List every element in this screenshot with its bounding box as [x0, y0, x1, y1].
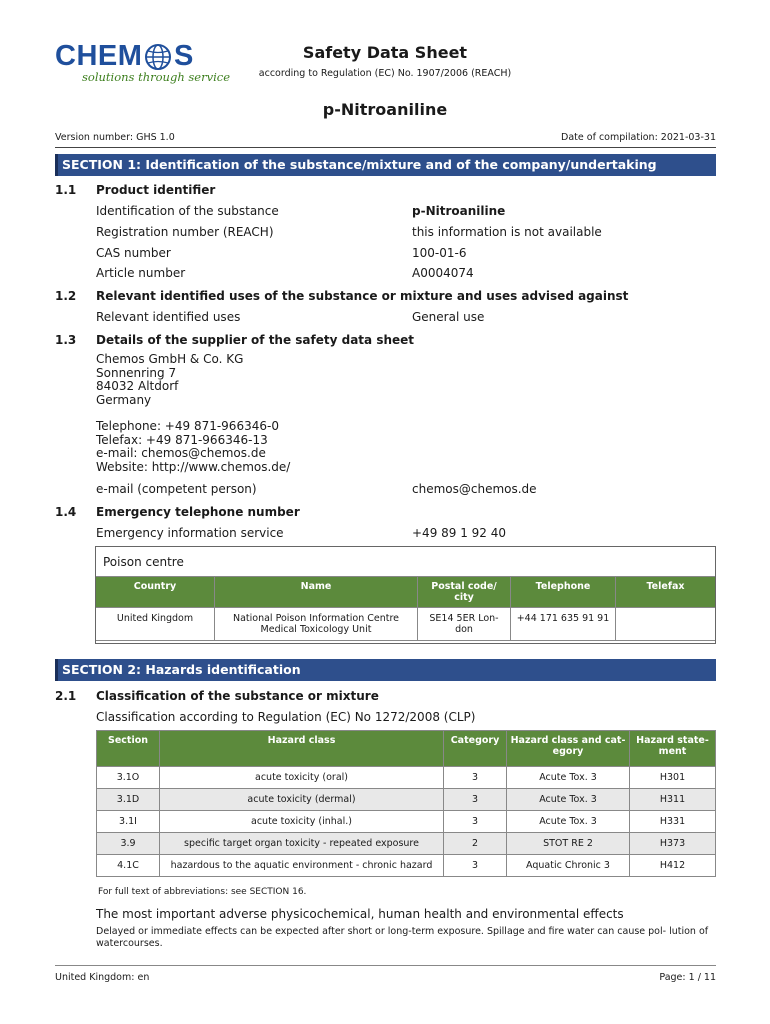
table-row: [97, 767, 716, 789]
table-cell: 3.1O: [97, 767, 160, 789]
field-value: +49 89 1 92 40: [412, 526, 507, 540]
table-cell: H331: [630, 811, 716, 833]
table-cell: 3: [444, 789, 507, 811]
supplier-address: [96, 353, 243, 407]
field-value: 100-01-6: [412, 246, 467, 260]
table-cell: 2: [444, 833, 507, 855]
footer-language: United Kingdom: en: [55, 972, 150, 983]
product-name-heading: p-Nitroaniline: [322, 100, 448, 119]
table-cell: 3: [444, 811, 507, 833]
table-cell: hazardous to the aquatic environment - chronic hazard: [160, 855, 444, 877]
logo-text-left: CHEM: [55, 40, 143, 72]
effects-heading: The most important adverse physicochemical, human health and environmental effects: [96, 907, 624, 921]
field-value: A0004074: [412, 266, 474, 280]
field-label: e-mail (competent person): [96, 482, 257, 496]
table-cell: specific target organ toxicity - repeated exposure: [160, 833, 444, 855]
document-title: Safety Data Sheet: [302, 43, 468, 62]
address-line: Sonnenring 7: [96, 365, 177, 380]
section1-bar: SECTION 1: Identification of the substance/mixture and of the company/undertaking: [55, 154, 716, 176]
table-cell: STOT RE 2: [507, 833, 630, 855]
table-row: [97, 855, 716, 877]
column-header: Section: [97, 731, 160, 767]
address-line: 84032 Altdorf: [96, 379, 179, 393]
column-header: Hazard state- ment: [630, 731, 716, 767]
table-cell: National Poison Information Centre Medical Toxicology Unit: [215, 608, 418, 641]
poison-centre-box: [95, 546, 716, 644]
subsection-heading: Relevant identified uses of the substance or mixture and uses advised against: [96, 289, 629, 303]
contact-line: Telefax: +49 871-966346-13: [96, 432, 268, 447]
subsection-number: 1.3: [55, 333, 77, 347]
contact-line: e-mail: chemos@chemos.de: [96, 446, 266, 460]
column-header: Hazard class and cat- egory: [507, 731, 630, 767]
logo-text-right: S: [174, 40, 194, 72]
table-cell: Acute Tox. 3: [507, 789, 630, 811]
table-row: [97, 811, 716, 833]
subsection-number: 2.1: [55, 689, 77, 703]
subsection-heading: Emergency telephone number: [96, 505, 300, 519]
table-cell: [616, 608, 716, 641]
column-header: Category: [444, 731, 507, 767]
field-label: Article number: [96, 266, 186, 280]
address-line: Germany: [96, 392, 152, 407]
table-cell: 3.1D: [97, 789, 160, 811]
table-cell: United Kingdom: [96, 608, 215, 641]
table-cell: H311: [630, 789, 716, 811]
table-cell: 3.1I: [97, 811, 160, 833]
table-cell: H373: [630, 833, 716, 855]
header-divider: [55, 147, 716, 148]
field-value: this information is not available: [412, 225, 602, 239]
table-cell: 4.1C: [97, 855, 160, 877]
field-value: p-Nitroaniline: [412, 204, 506, 218]
field-label: Identification of the substance: [96, 204, 279, 218]
table-cell: SE14 5ER Lon- don: [418, 608, 511, 641]
table-cell: acute toxicity (dermal): [160, 789, 444, 811]
table-cell: Acute Tox. 3: [507, 767, 630, 789]
column-header: Telephone: [511, 577, 616, 608]
document-subtitle: according to Regulation (EC) No. 1907/2006 (REACH): [258, 68, 512, 79]
page-number: Page: 1 / 11: [659, 972, 716, 983]
subsection-number: 1.2: [55, 289, 77, 303]
address-line: Chemos GmbH & Co. KG: [96, 352, 244, 366]
field-value: General use: [412, 310, 485, 324]
table-cell: 3: [444, 855, 507, 877]
subsection-number: 1.4: [55, 505, 77, 519]
table-cell: acute toxicity (oral): [160, 767, 444, 789]
field-label: Relevant identified uses: [96, 310, 241, 324]
contact-line: Website: http://www.chemos.de/: [96, 459, 291, 474]
subsection-heading: Details of the supplier of the safety data sheet: [96, 333, 415, 347]
column-header: Hazard class: [160, 731, 444, 767]
field-label: Emergency information service: [96, 526, 284, 540]
subsection-heading: Classification of the substance or mixture: [96, 689, 379, 703]
field-label: CAS number: [96, 246, 171, 260]
effects-text: Delayed or immediate effects can be expected after short or long-term exposure. Spillage and fire water can cause pol- lution of watercourses.: [96, 926, 709, 949]
field-value: chemos@chemos.de: [412, 482, 537, 496]
table-cell: H301: [630, 767, 716, 789]
table-row: [97, 833, 716, 855]
classification-subheading: Classification according to Regulation (EC) No 1272/2008 (CLP): [96, 710, 476, 724]
column-header: Country: [96, 577, 215, 608]
table-cell: +44 171 635 91 91: [511, 608, 616, 641]
table-cell: acute toxicity (inhal.): [160, 811, 444, 833]
version-number: Version number: GHS 1.0: [55, 132, 175, 143]
abbreviation-footnote: For full text of abbreviations: see SECTION 16.: [98, 887, 307, 897]
column-header: Postal code/ city: [418, 577, 511, 608]
poison-centre-title: Poison centre: [103, 555, 184, 569]
subsection-heading: Product identifier: [96, 183, 216, 197]
footer-divider: [55, 965, 716, 966]
subsection-number: 1.1: [55, 183, 77, 197]
hazard-classification-table: [96, 730, 716, 877]
logo-tagline: solutions through service: [82, 70, 231, 84]
table-cell: H412: [630, 855, 716, 877]
column-header: Telefax: [616, 577, 716, 608]
table-cell: 3.9: [97, 833, 160, 855]
table-header-row: [97, 731, 716, 767]
supplier-contact: [96, 420, 290, 474]
section2-bar: SECTION 2: Hazards identification: [55, 659, 716, 681]
table-header-row: [96, 577, 715, 608]
table-row: [96, 608, 715, 641]
table-cell: Acute Tox. 3: [507, 811, 630, 833]
table-row: [97, 789, 716, 811]
compilation-date: Date of compilation: 2021-03-31: [561, 132, 716, 143]
table-cell: Aquatic Chronic 3: [507, 855, 630, 877]
table-cell: 3: [444, 767, 507, 789]
column-header: Name: [215, 577, 418, 608]
contact-line: Telephone: +49 871-966346-0: [96, 419, 279, 433]
poison-centre-table: [96, 576, 715, 641]
field-label: Registration number (REACH): [96, 225, 274, 239]
